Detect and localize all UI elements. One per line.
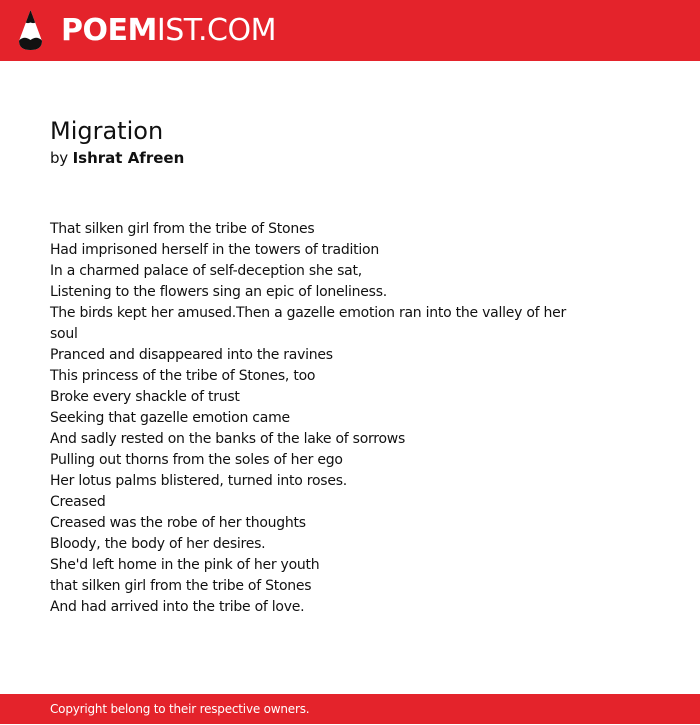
poem-line: The birds kept her amused.Then a gazelle emotion ran into the valley of her xyxy=(50,305,567,321)
poem-line: And had arrived into the tribe of love. xyxy=(50,599,305,615)
byline-prefix: by xyxy=(50,149,68,167)
poem-title: Migration xyxy=(50,117,164,145)
logo-wordmark-bold: POEM xyxy=(61,13,157,48)
site-footer xyxy=(0,694,700,724)
poem-line: Listening to the flowers sing an epic of loneliness. xyxy=(50,284,387,300)
byline xyxy=(50,148,184,169)
poem-line: that silken girl from the tribe of Stones xyxy=(50,578,312,594)
poem-line: That silken girl from the tribe of Stones xyxy=(50,221,315,237)
poem-line: Seeking that gazelle emotion came xyxy=(50,410,290,426)
poem-line: In a charmed palace of self-deception she sat, xyxy=(50,263,362,279)
poem-line: Her lotus palms blistered, turned into roses. xyxy=(50,473,347,489)
author-link[interactable]: Ishrat Afreen xyxy=(72,149,185,167)
poem-line: Had imprisoned herself in the towers of tradition xyxy=(50,242,379,258)
poem-line: Creased was the robe of her thoughts xyxy=(50,515,306,531)
copyright-notice: Copyright belong to their respective owners. xyxy=(50,702,310,716)
pencil-tip-icon xyxy=(18,10,43,51)
poem-line: Pranced and disappeared into the ravines xyxy=(50,347,333,363)
poem-line: Broke every shackle of trust xyxy=(50,389,240,405)
poem-line: soul xyxy=(50,326,78,342)
poem-line: She'd left home in the pink of her youth xyxy=(50,557,320,573)
poem-body xyxy=(50,219,590,618)
poem-line: Pulling out thorns from the soles of her ego xyxy=(50,452,343,468)
poem-line: Creased xyxy=(50,494,106,510)
logo-wordmark-light: IST.COM xyxy=(156,13,276,48)
poem-line: And sadly rested on the banks of the lake of sorrows xyxy=(50,431,406,447)
site-logo-text[interactable] xyxy=(61,11,276,51)
poem-line: This princess of the tribe of Stones, too xyxy=(50,368,316,384)
poem-line: Bloody, the body of her desires. xyxy=(50,536,266,552)
site-header xyxy=(0,0,700,61)
